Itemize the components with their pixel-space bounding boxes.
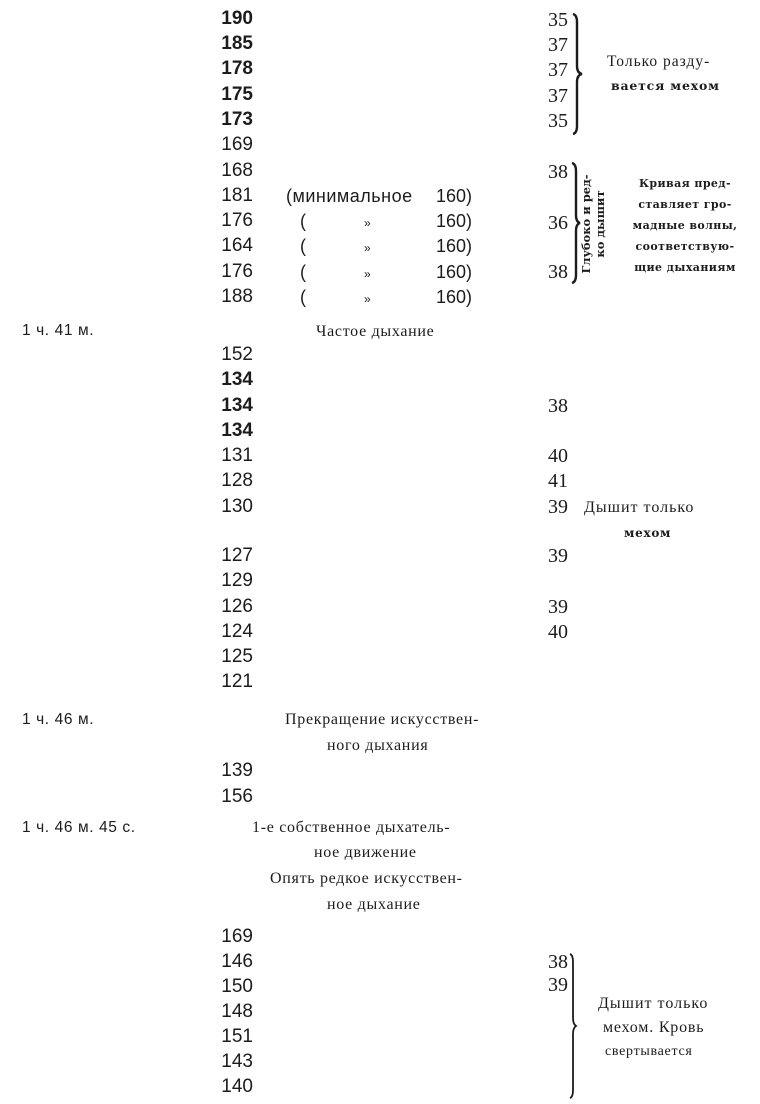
- pulse-value: 164: [221, 235, 253, 256]
- pulse-value: 169: [221, 926, 253, 947]
- event-label: ного дыхания: [327, 737, 429, 754]
- temp-value: 38: [548, 261, 568, 283]
- temp-value: 35: [548, 110, 568, 132]
- pulse-value: 124: [221, 621, 253, 642]
- side-note: вается мехом: [611, 78, 720, 93]
- side-note: свертывается: [605, 1044, 693, 1059]
- ditto-open: (: [300, 236, 306, 256]
- min-note-value: 160): [436, 186, 473, 206]
- min-note-value: 160): [436, 262, 473, 282]
- temp-value: 38: [548, 395, 568, 417]
- pulse-value: 173: [221, 109, 253, 130]
- min-note-label: (минимальное: [286, 186, 413, 206]
- pulse-value: 125: [221, 646, 253, 667]
- timestamp: 1 ч. 41 м.: [22, 322, 95, 339]
- event-label: 1-е собственное дыхатель-: [252, 819, 451, 836]
- vertical-note-line: ко дышит: [593, 190, 607, 258]
- side-note: Только разду-: [607, 53, 711, 70]
- vertical-note-line: Глубоко и ред-: [579, 174, 593, 274]
- temp-value: 37: [548, 59, 568, 81]
- pulse-value: 176: [221, 261, 253, 282]
- temp-value: 39: [548, 596, 568, 618]
- ditto-mark: »: [364, 241, 371, 255]
- side-note: щие дыханиям: [634, 261, 736, 274]
- ditto-mark: »: [364, 292, 371, 306]
- temp-value: 37: [548, 85, 568, 107]
- ditto-mark: »: [364, 216, 371, 230]
- pulse-value: 140: [221, 1076, 253, 1097]
- ditto-open: (: [300, 287, 306, 307]
- temp-value: 38: [548, 161, 568, 183]
- event-label: ное движение: [314, 844, 417, 861]
- pulse-value: 134: [221, 420, 253, 441]
- pulse-value: 152: [221, 344, 253, 365]
- temp-value: 36: [548, 212, 568, 234]
- pulse-value: 190: [221, 8, 253, 29]
- pulse-value: 130: [221, 496, 253, 517]
- min-note-value: 160): [436, 287, 473, 307]
- pulse-value: 156: [221, 786, 253, 807]
- min-note-value: 160): [436, 236, 473, 256]
- event-label: ное дыхание: [327, 896, 421, 913]
- pulse-value: 185: [221, 33, 253, 54]
- timestamp: 1 ч. 46 м.: [22, 711, 95, 728]
- timestamp: 1 ч. 46 м. 45 с.: [22, 819, 136, 836]
- temp-value: 39: [548, 545, 568, 567]
- curly-brace-icon: [571, 12, 589, 136]
- pulse-value: 150: [221, 976, 253, 997]
- event-label: Прекращение искусствен-: [285, 711, 480, 728]
- min-note-value: 160): [436, 211, 473, 231]
- pulse-value: 151: [221, 1026, 253, 1047]
- side-note: Дышит только: [598, 995, 709, 1012]
- pulse-value: 175: [221, 84, 253, 105]
- temp-value: 35: [548, 9, 568, 31]
- event-label: Частое дыхание: [316, 323, 435, 340]
- pulse-value: 128: [221, 470, 253, 491]
- side-note: Дышит только: [584, 499, 695, 516]
- side-note: ставляет гро-: [638, 198, 732, 211]
- side-note: мехом: [624, 526, 672, 540]
- pulse-value: 134: [221, 395, 253, 416]
- pulse-value: 131: [221, 445, 253, 466]
- pulse-value: 168: [221, 160, 253, 181]
- pulse-value: 146: [221, 951, 253, 972]
- pulse-value: 178: [221, 58, 253, 79]
- pulse-value: 181: [221, 185, 253, 206]
- ditto-open: (: [300, 262, 306, 282]
- pulse-value: 143: [221, 1051, 253, 1072]
- side-note: мадные волны,: [632, 219, 738, 232]
- pulse-value: 121: [221, 671, 253, 692]
- side-note: соответствую-: [635, 240, 735, 253]
- temp-value: 37: [548, 34, 568, 56]
- side-note-block: [616, 173, 754, 278]
- pulse-value: 126: [221, 596, 253, 617]
- temp-value: 40: [548, 445, 568, 467]
- pulse-value: 127: [221, 545, 253, 566]
- ditto-open: (: [300, 211, 306, 231]
- temp-value: 39: [548, 974, 568, 996]
- pulse-value: 139: [221, 760, 253, 781]
- pulse-value: 169: [221, 134, 253, 155]
- pulse-value: 188: [221, 286, 253, 307]
- side-note: мехом. Кровь: [603, 1019, 705, 1036]
- pulse-value: 134: [221, 369, 253, 390]
- vertical-note: [579, 168, 607, 280]
- ditto-mark: »: [364, 267, 371, 281]
- temp-value: 38: [548, 951, 568, 973]
- temp-value: 41: [548, 470, 568, 492]
- pulse-value: 129: [221, 570, 253, 591]
- temp-value: 40: [548, 621, 568, 643]
- side-note: Кривая пред-: [638, 177, 732, 190]
- curly-brace-icon: [568, 952, 582, 1100]
- pulse-value: 148: [221, 1001, 253, 1022]
- pulse-value: 176: [221, 210, 253, 231]
- temp-value: 39: [548, 496, 568, 518]
- event-label: Опять редкое искусствен-: [270, 870, 463, 887]
